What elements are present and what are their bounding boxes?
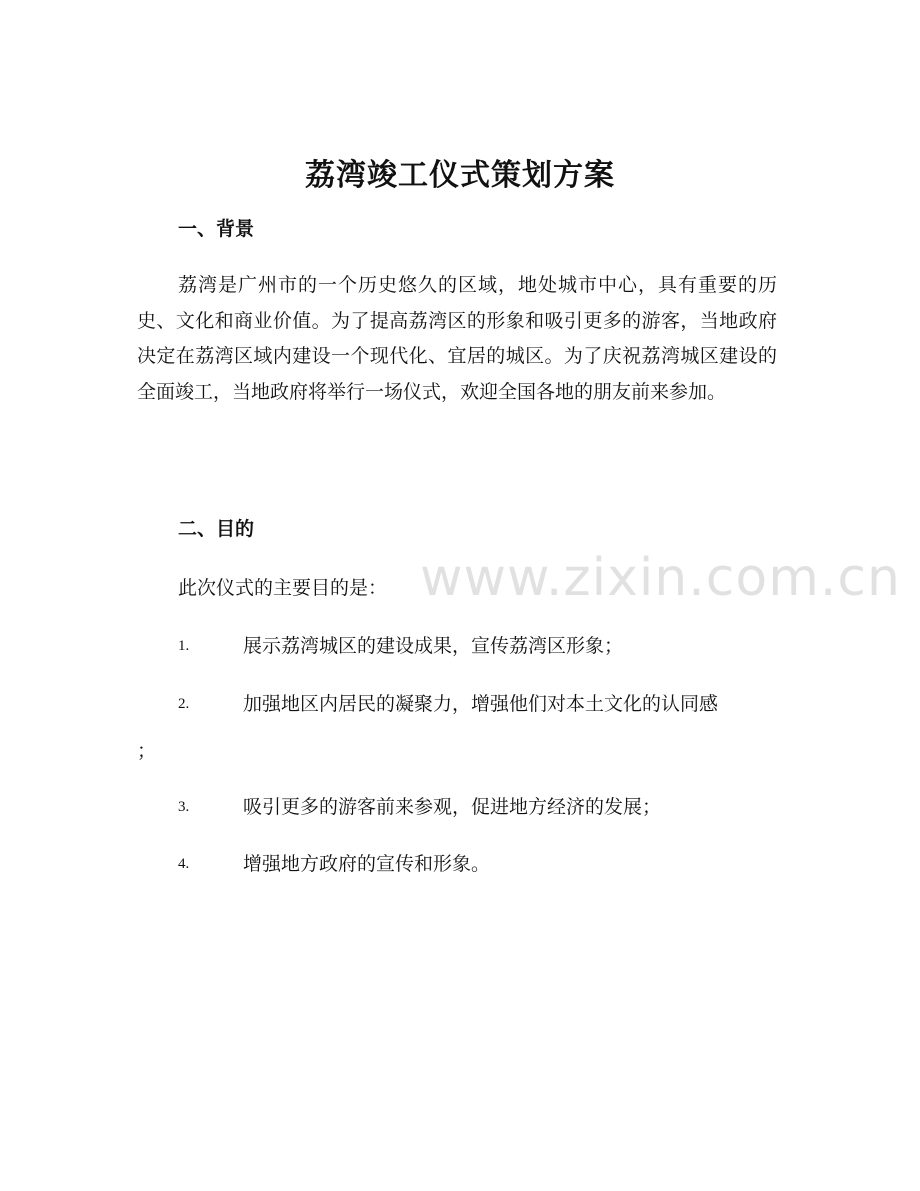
list-item-continuation: ； xyxy=(137,740,157,762)
list-item-text: 吸引更多的游客前来参观，促进地方经济的发展； xyxy=(243,796,662,818)
list-item-text: 增强地方政府的宣传和形象。 xyxy=(243,853,491,875)
list-item-number: 4. xyxy=(178,856,190,872)
list-item-text: 加强地区内居民的凝聚力，增强他们对本土文化的认同感 xyxy=(243,693,719,715)
list-item-number: 2. xyxy=(178,696,190,712)
list-item-text: 展示荔湾城区的建设成果，宣传荔湾区形象； xyxy=(243,635,624,657)
list-item-number: 1. xyxy=(178,638,190,654)
purpose-intro: 此次仪式的主要目的是： xyxy=(178,577,388,599)
section-heading-purpose: 二、目的 xyxy=(178,518,255,540)
list-item-number: 3. xyxy=(178,799,190,815)
page-title: 荔湾竣工仪式策划方案 xyxy=(305,158,615,193)
background-paragraph: 荔湾是广州市的一个历史悠久的区域，地处城市中心，具有重要的历史、文化和商业价值。为了提高荔湾区的形象和吸引更多的游客，当地政府决定在荔湾区域内建设一个现代化、宜居的城区。为了庆祝荔湾城区建设的全面竣工，当地政府将举行一场仪式，欢迎全国各地的朋友前来参加。 xyxy=(137,274,777,403)
section-heading-background: 一、背景 xyxy=(178,218,255,240)
watermark: www.zixin.com.cn xyxy=(420,548,901,608)
